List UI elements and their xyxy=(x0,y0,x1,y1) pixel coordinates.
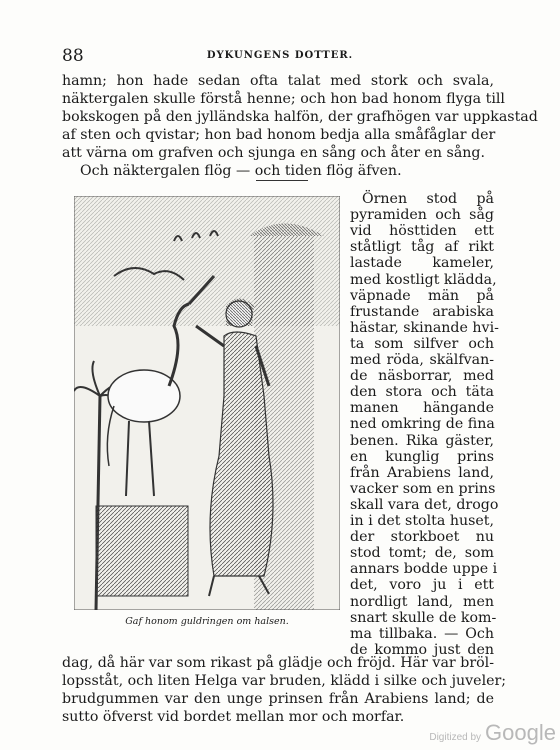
text-line: Och näktergalen flög — och tiden flög äfven. xyxy=(80,163,402,179)
column-line: de kommo just den xyxy=(350,641,494,658)
column-line: ta som silfver och xyxy=(350,335,494,352)
column-line: Örnen stod på xyxy=(362,191,494,207)
page-number: 88 xyxy=(62,46,84,66)
column-line: stod tomt; de, som xyxy=(350,545,494,562)
text-line: bokskogen på den jylländska halfön, der grafhögen var uppkastad xyxy=(62,109,538,125)
column-line: nordligt land, men xyxy=(350,593,494,610)
digitized-watermark xyxy=(429,720,556,746)
column-line: pyramiden och såg xyxy=(350,207,494,224)
column-line: ståtligt tåg af rikt xyxy=(350,239,494,256)
text-line: af sten och qvistar; hon bad honom bedja alla småfåglar der xyxy=(62,127,496,143)
text-line: lopsståt, och liten Helga var bruden, klädd i silke och juveler; xyxy=(62,673,507,689)
column-line: benen. Rika gäster, xyxy=(350,432,494,449)
column-line: annars bodde uppe i xyxy=(350,561,498,578)
column-line: med röda, skälfvan- xyxy=(350,352,494,368)
column-line: snart skulle de kom- xyxy=(350,609,497,626)
text-line: sutto öfverst vid bordet mellan mor och morfar. xyxy=(62,709,405,725)
column-line: skall vara det, drogo xyxy=(350,496,499,513)
column-line: in i det stolta huset, xyxy=(350,513,494,529)
illustration-caption: Gaf honom guldringen om halsen. xyxy=(125,616,289,627)
column-line: de näsborrar, med xyxy=(350,368,494,385)
column-line: det, voro ju i ett xyxy=(350,577,494,594)
column-line: ned omkring de fina xyxy=(350,416,495,433)
column-line: ma tillbaka. — Och xyxy=(350,625,494,642)
section-divider xyxy=(256,180,308,181)
google-logo: Google xyxy=(485,720,556,745)
column-line: hästar, skinande hvi- xyxy=(350,319,499,336)
column-line: der storkboet nu xyxy=(350,529,494,546)
watermark-prefix: Digitized by xyxy=(429,732,482,743)
column-line: lastade kameler, xyxy=(350,255,494,272)
column-line: den stora och täta xyxy=(350,384,494,401)
text-line: hamn; hon hade sedan ofta talat med stork och svala, xyxy=(62,73,494,89)
text-line: brudgummen var den unge prinsen från Arabiens land; de xyxy=(62,691,494,707)
column-line: vacker som en prins xyxy=(350,480,496,497)
illustration-engraving xyxy=(74,196,340,610)
column-line: manen hängande xyxy=(350,400,494,417)
text-line: näktergalen skulle förstå henne; och hon bad honom flyga till xyxy=(62,91,505,107)
column-line: vid hösttiden ett xyxy=(350,223,494,240)
column-line: en kunglig prins xyxy=(350,448,494,465)
illustration xyxy=(74,196,340,610)
column-line: väpnade män på xyxy=(350,287,494,304)
column-line: frustande arabiska xyxy=(350,303,494,320)
column-line: med kostligt klädda, xyxy=(350,271,497,288)
text-line: dag, då här var som rikast på glädje och fröjd. Här var bröl- xyxy=(62,655,494,671)
column-line: från Arabiens land, xyxy=(350,464,494,481)
running-title: DYKUNGENS DOTTER. xyxy=(206,50,354,61)
text-line: att värna om grafven och sjunga en sång och åter en sång. xyxy=(62,145,486,161)
